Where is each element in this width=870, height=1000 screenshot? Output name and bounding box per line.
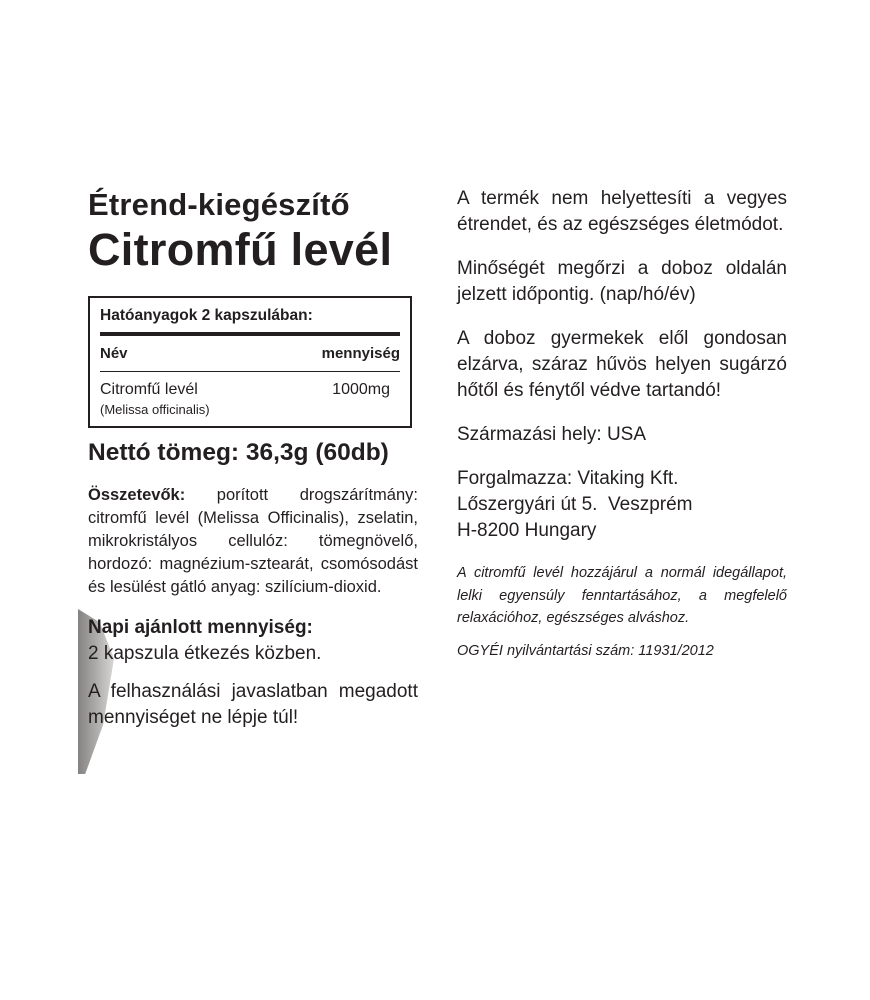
composition-text bbox=[88, 484, 418, 599]
net-weight: Nettó tömeg: 36,3g (60db) bbox=[88, 439, 389, 466]
ingredient-amount: 1000mg bbox=[332, 381, 390, 398]
ingredients-table bbox=[88, 296, 412, 428]
storage-notice: A doboz gyermekek elől gondosan elzárva, száraz hűvös helyen sugárzó hőtől és fénytől védve tartandó! bbox=[457, 328, 787, 401]
registration-number: OGYÉI nyilvántartási szám: 11931/2012 bbox=[457, 642, 714, 659]
best-before-notice: Minőségét megőrzi a doboz oldalán jelzett időpontig. (nap/hó/év) bbox=[457, 258, 787, 305]
dosage-text: 2 kapszula étkezés közben. bbox=[88, 643, 322, 664]
distributor-line-2: Lőszergyári út 5. Veszprém bbox=[457, 494, 693, 515]
right-column bbox=[457, 186, 787, 662]
distributor-line-1: Forgalmazza: Vitaking Kft. bbox=[457, 468, 679, 489]
dosage-warning: A felhasználási javaslatban megadott mennyiséget ne lépje túl! bbox=[88, 681, 418, 728]
table-row bbox=[100, 380, 400, 400]
product-title: Citromfű levél bbox=[88, 224, 393, 275]
origin: Származási hely: USA bbox=[457, 424, 647, 445]
table-thick-divider bbox=[100, 332, 400, 336]
ingredient-latin-name: (Melissa officinalis) bbox=[100, 402, 210, 417]
distributor-line-3: H-8200 Hungary bbox=[457, 520, 597, 541]
diet-notice: A termék nem helyettesíti a vegyes étrendet, és az egészséges életmódot. bbox=[457, 188, 787, 235]
health-claim: A citromfű levél hozzájárul a normál idegállapot, lelki egyensúly fenntartásához, a megfelelő relaxációhoz, egészséges alváshoz. bbox=[457, 565, 787, 626]
left-column bbox=[88, 186, 418, 731]
product-subtitle: Étrend-kiegészítő bbox=[88, 187, 350, 222]
composition-body: porított drogszárítmány: citromfű levél (Melissa Officinalis), zselatin, mikrokristályos cellulóz: tömegnövelő, hordozó: magnézium-sztearát, csomósodást és lesülést gátló anyag: szilícium-dioxid. bbox=[88, 486, 418, 596]
ingredients-header: Hatóanyagok 2 kapszulában: bbox=[100, 307, 313, 324]
table-thin-divider bbox=[100, 371, 400, 372]
distributor bbox=[457, 466, 787, 544]
table-column-headers bbox=[100, 344, 400, 364]
column-header-amount: mennyiség bbox=[321, 345, 400, 362]
dosage-title: Napi ajánlott mennyiség: bbox=[88, 617, 313, 638]
dosage-section bbox=[88, 615, 418, 731]
column-header-name: Név bbox=[100, 345, 128, 362]
ingredient-name: Citromfű levél bbox=[100, 381, 198, 398]
composition-label: Összetevők: bbox=[88, 486, 186, 504]
